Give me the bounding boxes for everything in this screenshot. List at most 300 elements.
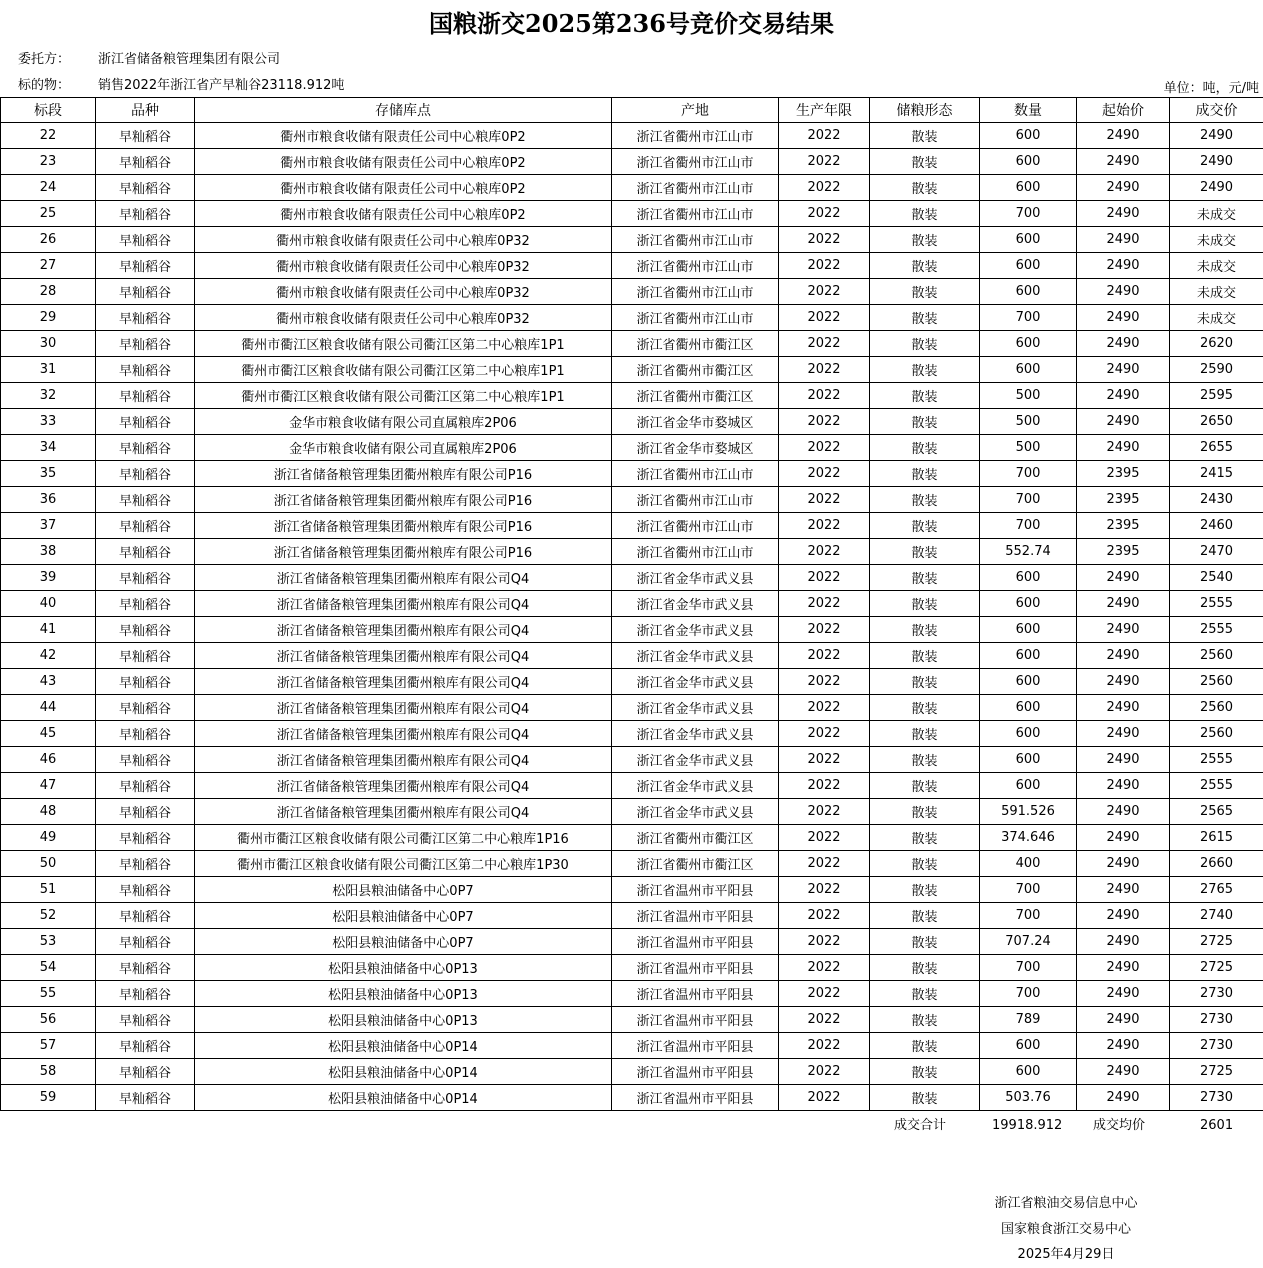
variety-cell: 早籼稻谷 — [96, 1007, 195, 1033]
lot-cell: 36 — [1, 487, 96, 513]
table-row — [1, 617, 1263, 643]
start-price-cell: 2490 — [1077, 669, 1170, 695]
lot-cell: 59 — [1, 1085, 96, 1111]
column-header: 标段 — [1, 98, 96, 123]
variety-cell: 早籼稻谷 — [96, 669, 195, 695]
variety-cell: 早籼稻谷 — [96, 409, 195, 435]
warehouse-cell: 衢州市粮食收储有限责任公司中心粮库0P32 — [195, 253, 612, 279]
lot-cell: 50 — [1, 851, 96, 877]
lot-cell: 29 — [1, 305, 96, 331]
start-price-cell: 2490 — [1077, 1085, 1170, 1111]
quantity-cell: 600 — [980, 669, 1077, 695]
quantity-cell: 600 — [980, 123, 1077, 149]
variety-cell: 早籼稻谷 — [96, 617, 195, 643]
footer-org-1: 浙江省粮油交易信息中心 — [994, 1196, 1138, 1211]
warehouse-cell: 衢州市粮食收储有限责任公司中心粮库0P2 — [195, 149, 612, 175]
subject-label: 标的物： — [18, 78, 71, 93]
quantity-cell: 600 — [980, 747, 1077, 773]
quantity-cell: 700 — [980, 981, 1077, 1007]
table-row — [1, 227, 1263, 253]
quantity-cell: 600 — [980, 175, 1077, 201]
storage-form-cell: 散装 — [870, 201, 980, 227]
variety-cell: 早籼稻谷 — [96, 435, 195, 461]
client-label: 委托方： — [18, 52, 71, 67]
lot-cell: 55 — [1, 981, 96, 1007]
lot-cell: 48 — [1, 799, 96, 825]
start-price-cell: 2490 — [1077, 1033, 1170, 1059]
year-cell: 2022 — [779, 149, 870, 175]
lot-cell: 51 — [1, 877, 96, 903]
lot-cell: 44 — [1, 695, 96, 721]
variety-cell: 早籼稻谷 — [96, 565, 195, 591]
year-cell: 2022 — [779, 773, 870, 799]
storage-form-cell: 散装 — [870, 357, 980, 383]
quantity-cell: 600 — [980, 331, 1077, 357]
storage-form-cell: 散装 — [870, 331, 980, 357]
deal-price-cell: 2730 — [1170, 1033, 1263, 1059]
year-cell: 2022 — [779, 227, 870, 253]
storage-form-cell: 散装 — [870, 617, 980, 643]
lot-cell: 45 — [1, 721, 96, 747]
quantity-cell: 600 — [980, 721, 1077, 747]
origin-cell: 浙江省衢州市江山市 — [612, 123, 779, 149]
year-cell: 2022 — [779, 565, 870, 591]
storage-form-cell: 散装 — [870, 1059, 980, 1085]
total-value: 19918.912 — [992, 1118, 1063, 1133]
year-cell: 2022 — [779, 1085, 870, 1111]
origin-cell: 浙江省金华市武义县 — [612, 721, 779, 747]
deal-price-cell: 2430 — [1170, 487, 1263, 513]
year-cell: 2022 — [779, 513, 870, 539]
start-price-cell: 2490 — [1077, 929, 1170, 955]
deal-price-cell: 2415 — [1170, 461, 1263, 487]
warehouse-cell: 衢州市粮食收储有限责任公司中心粮库0P2 — [195, 175, 612, 201]
warehouse-cell: 衢州市粮食收储有限责任公司中心粮库0P2 — [195, 201, 612, 227]
warehouse-cell: 松阳县粮油储备中心0P13 — [195, 981, 612, 1007]
storage-form-cell: 散装 — [870, 799, 980, 825]
start-price-cell: 2490 — [1077, 565, 1170, 591]
origin-cell: 浙江省温州市平阳县 — [612, 1033, 779, 1059]
deal-price-cell: 未成交 — [1170, 201, 1263, 227]
origin-cell: 浙江省衢州市江山市 — [612, 149, 779, 175]
lot-cell: 41 — [1, 617, 96, 643]
origin-cell: 浙江省金华市武义县 — [612, 643, 779, 669]
storage-form-cell: 散装 — [870, 253, 980, 279]
origin-cell: 浙江省金华市婺城区 — [612, 409, 779, 435]
warehouse-cell: 衢州市衢江区粮食收储有限公司衢江区第二中心粮库1P16 — [195, 825, 612, 851]
year-cell: 2022 — [779, 461, 870, 487]
quantity-cell: 600 — [980, 357, 1077, 383]
warehouse-cell: 松阳县粮油储备中心0P7 — [195, 877, 612, 903]
origin-cell: 浙江省衢州市衢江区 — [612, 851, 779, 877]
lot-cell: 42 — [1, 643, 96, 669]
quantity-cell: 600 — [980, 591, 1077, 617]
deal-price-cell: 2730 — [1170, 981, 1263, 1007]
year-cell: 2022 — [779, 279, 870, 305]
warehouse-cell: 浙江省储备粮管理集团衢州粮库有限公司Q4 — [195, 591, 612, 617]
table-row — [1, 461, 1263, 487]
storage-form-cell: 散装 — [870, 669, 980, 695]
origin-cell: 浙江省衢州市江山市 — [612, 227, 779, 253]
start-price-cell: 2490 — [1077, 591, 1170, 617]
client-value: 浙江省储备粮管理集团有限公司 — [98, 52, 281, 67]
quantity-cell: 700 — [980, 201, 1077, 227]
column-header: 起始价 — [1077, 98, 1170, 123]
total-label: 成交合计 — [894, 1118, 947, 1133]
variety-cell: 早籼稻谷 — [96, 227, 195, 253]
start-price-cell: 2490 — [1077, 305, 1170, 331]
lot-cell: 39 — [1, 565, 96, 591]
quantity-cell: 500 — [980, 409, 1077, 435]
column-header: 存储库点 — [195, 98, 612, 123]
deal-price-cell: 2490 — [1170, 149, 1263, 175]
deal-price-cell: 2725 — [1170, 955, 1263, 981]
origin-cell: 浙江省温州市平阳县 — [612, 981, 779, 1007]
variety-cell: 早籼稻谷 — [96, 695, 195, 721]
start-price-cell: 2490 — [1077, 435, 1170, 461]
warehouse-cell: 浙江省储备粮管理集团衢州粮库有限公司Q4 — [195, 799, 612, 825]
quantity-cell: 600 — [980, 227, 1077, 253]
storage-form-cell: 散装 — [870, 227, 980, 253]
table-row — [1, 305, 1263, 331]
warehouse-cell: 衢州市粮食收储有限责任公司中心粮库0P32 — [195, 305, 612, 331]
lot-cell: 31 — [1, 357, 96, 383]
quantity-cell: 552.74 — [980, 539, 1077, 565]
storage-form-cell: 散装 — [870, 539, 980, 565]
start-price-cell: 2490 — [1077, 617, 1170, 643]
deal-price-cell: 2555 — [1170, 617, 1263, 643]
lot-cell: 33 — [1, 409, 96, 435]
warehouse-cell: 浙江省储备粮管理集团衢州粮库有限公司Q4 — [195, 669, 612, 695]
variety-cell: 早籼稻谷 — [96, 591, 195, 617]
year-cell: 2022 — [779, 1007, 870, 1033]
start-price-cell: 2490 — [1077, 773, 1170, 799]
warehouse-cell: 衢州市粮食收储有限责任公司中心粮库0P32 — [195, 279, 612, 305]
storage-form-cell: 散装 — [870, 643, 980, 669]
variety-cell: 早籼稻谷 — [96, 253, 195, 279]
warehouse-cell: 浙江省储备粮管理集团衢州粮库有限公司P16 — [195, 461, 612, 487]
variety-cell: 早籼稻谷 — [96, 1033, 195, 1059]
origin-cell: 浙江省衢州市江山市 — [612, 487, 779, 513]
origin-cell: 浙江省温州市平阳县 — [612, 1007, 779, 1033]
warehouse-cell: 金华市粮食收储有限公司直属粮库2P06 — [195, 409, 612, 435]
warehouse-cell: 松阳县粮油储备中心0P13 — [195, 955, 612, 981]
quantity-cell: 600 — [980, 1033, 1077, 1059]
table-row — [1, 929, 1263, 955]
start-price-cell: 2490 — [1077, 981, 1170, 1007]
lot-cell: 23 — [1, 149, 96, 175]
start-price-cell: 2490 — [1077, 1059, 1170, 1085]
origin-cell: 浙江省衢州市江山市 — [612, 461, 779, 487]
table-row — [1, 721, 1263, 747]
quantity-cell: 600 — [980, 253, 1077, 279]
storage-form-cell: 散装 — [870, 409, 980, 435]
quantity-cell: 700 — [980, 461, 1077, 487]
origin-cell: 浙江省衢州市江山市 — [612, 513, 779, 539]
year-cell: 2022 — [779, 903, 870, 929]
storage-form-cell: 散装 — [870, 591, 980, 617]
warehouse-cell: 浙江省储备粮管理集团衢州粮库有限公司P16 — [195, 539, 612, 565]
origin-cell: 浙江省衢州市衢江区 — [612, 825, 779, 851]
lot-cell: 49 — [1, 825, 96, 851]
year-cell: 2022 — [779, 721, 870, 747]
warehouse-cell: 浙江省储备粮管理集团衢州粮库有限公司Q4 — [195, 721, 612, 747]
storage-form-cell: 散装 — [870, 123, 980, 149]
origin-cell: 浙江省衢州市江山市 — [612, 253, 779, 279]
variety-cell: 早籼稻谷 — [96, 279, 195, 305]
origin-cell: 浙江省温州市平阳县 — [612, 1085, 779, 1111]
year-cell: 2022 — [779, 747, 870, 773]
lot-cell: 27 — [1, 253, 96, 279]
storage-form-cell: 散装 — [870, 981, 980, 1007]
warehouse-cell: 衢州市衢江区粮食收储有限公司衢江区第二中心粮库1P30 — [195, 851, 612, 877]
origin-cell: 浙江省温州市平阳县 — [612, 1059, 779, 1085]
client-line — [18, 51, 618, 69]
year-cell: 2022 — [779, 1033, 870, 1059]
storage-form-cell: 散装 — [870, 175, 980, 201]
storage-form-cell: 散装 — [870, 877, 980, 903]
storage-form-cell: 散装 — [870, 903, 980, 929]
lot-cell: 22 — [1, 123, 96, 149]
deal-price-cell: 未成交 — [1170, 279, 1263, 305]
quantity-cell: 600 — [980, 617, 1077, 643]
quantity-cell: 707.24 — [980, 929, 1077, 955]
origin-cell: 浙江省金华市武义县 — [612, 799, 779, 825]
column-header: 数量 — [980, 98, 1077, 123]
deal-price-cell: 2460 — [1170, 513, 1263, 539]
year-cell: 2022 — [779, 305, 870, 331]
storage-form-cell: 散装 — [870, 773, 980, 799]
lot-cell: 32 — [1, 383, 96, 409]
table-row — [1, 669, 1263, 695]
variety-cell: 早籼稻谷 — [96, 981, 195, 1007]
deal-price-cell: 2560 — [1170, 669, 1263, 695]
lot-cell: 52 — [1, 903, 96, 929]
start-price-cell: 2490 — [1077, 721, 1170, 747]
variety-cell: 早籼稻谷 — [96, 1059, 195, 1085]
table-row — [1, 513, 1263, 539]
variety-cell: 早籼稻谷 — [96, 123, 195, 149]
lot-cell: 28 — [1, 279, 96, 305]
variety-cell: 早籼稻谷 — [96, 825, 195, 851]
year-cell: 2022 — [779, 877, 870, 903]
page-title: 国粮浙交2025第236号竞价交易结果 — [429, 9, 834, 38]
origin-cell: 浙江省衢州市江山市 — [612, 175, 779, 201]
lot-cell: 56 — [1, 1007, 96, 1033]
warehouse-cell: 浙江省储备粮管理集团衢州粮库有限公司P16 — [195, 513, 612, 539]
warehouse-cell: 浙江省储备粮管理集团衢州粮库有限公司Q4 — [195, 747, 612, 773]
variety-cell: 早籼稻谷 — [96, 721, 195, 747]
table-row — [1, 903, 1263, 929]
lot-cell: 54 — [1, 955, 96, 981]
origin-cell: 浙江省温州市平阳县 — [612, 929, 779, 955]
deal-price-cell: 2565 — [1170, 799, 1263, 825]
deal-price-cell: 2595 — [1170, 383, 1263, 409]
table-row — [1, 383, 1263, 409]
deal-price-cell: 2765 — [1170, 877, 1263, 903]
variety-cell: 早籼稻谷 — [96, 539, 195, 565]
year-cell: 2022 — [779, 955, 870, 981]
deal-price-cell: 2560 — [1170, 695, 1263, 721]
origin-cell: 浙江省温州市平阳县 — [612, 877, 779, 903]
variety-cell: 早籼稻谷 — [96, 877, 195, 903]
deal-price-cell: 2660 — [1170, 851, 1263, 877]
start-price-cell: 2490 — [1077, 149, 1170, 175]
storage-form-cell: 散装 — [870, 1085, 980, 1111]
warehouse-cell: 金华市粮食收储有限公司直属粮库2P06 — [195, 435, 612, 461]
lot-cell: 40 — [1, 591, 96, 617]
storage-form-cell: 散装 — [870, 747, 980, 773]
table-row — [1, 123, 1263, 149]
storage-form-cell: 散装 — [870, 279, 980, 305]
quantity-cell: 591.526 — [980, 799, 1077, 825]
warehouse-cell: 浙江省储备粮管理集团衢州粮库有限公司P16 — [195, 487, 612, 513]
table-row — [1, 539, 1263, 565]
deal-price-cell: 2655 — [1170, 435, 1263, 461]
year-cell: 2022 — [779, 435, 870, 461]
year-cell: 2022 — [779, 331, 870, 357]
quantity-cell: 789 — [980, 1007, 1077, 1033]
storage-form-cell: 散装 — [870, 1033, 980, 1059]
table-row — [1, 747, 1263, 773]
variety-cell: 早籼稻谷 — [96, 383, 195, 409]
table-row — [1, 877, 1263, 903]
lot-cell: 35 — [1, 461, 96, 487]
subject-value: 销售2022年浙江省产早籼谷23118.912吨 — [98, 78, 345, 93]
quantity-cell: 600 — [980, 773, 1077, 799]
warehouse-cell: 浙江省储备粮管理集团衢州粮库有限公司Q4 — [195, 565, 612, 591]
origin-cell: 浙江省金华市武义县 — [612, 591, 779, 617]
origin-cell: 浙江省衢州市江山市 — [612, 305, 779, 331]
start-price-cell: 2490 — [1077, 357, 1170, 383]
origin-cell: 浙江省衢州市江山市 — [612, 201, 779, 227]
year-cell: 2022 — [779, 591, 870, 617]
table-row — [1, 955, 1263, 981]
table-row — [1, 253, 1263, 279]
lot-cell: 24 — [1, 175, 96, 201]
lot-cell: 25 — [1, 201, 96, 227]
origin-cell: 浙江省金华市武义县 — [612, 773, 779, 799]
start-price-cell: 2490 — [1077, 695, 1170, 721]
storage-form-cell: 散装 — [870, 695, 980, 721]
start-price-cell: 2490 — [1077, 903, 1170, 929]
origin-cell: 浙江省衢州市衢江区 — [612, 331, 779, 357]
warehouse-cell: 松阳县粮油储备中心0P7 — [195, 903, 612, 929]
start-price-cell: 2490 — [1077, 201, 1170, 227]
start-price-cell: 2490 — [1077, 279, 1170, 305]
start-price-cell: 2490 — [1077, 253, 1170, 279]
start-price-cell: 2490 — [1077, 175, 1170, 201]
storage-form-cell: 散装 — [870, 435, 980, 461]
deal-price-cell: 2490 — [1170, 123, 1263, 149]
warehouse-cell: 浙江省储备粮管理集团衢州粮库有限公司Q4 — [195, 617, 612, 643]
origin-cell: 浙江省衢州市江山市 — [612, 539, 779, 565]
warehouse-cell: 衢州市衢江区粮食收储有限公司衢江区第二中心粮库1P1 — [195, 383, 612, 409]
lot-cell: 43 — [1, 669, 96, 695]
lot-cell: 37 — [1, 513, 96, 539]
year-cell: 2022 — [779, 643, 870, 669]
storage-form-cell: 散装 — [870, 383, 980, 409]
start-price-cell: 2490 — [1077, 825, 1170, 851]
warehouse-cell: 松阳县粮油储备中心0P14 — [195, 1033, 612, 1059]
start-price-cell: 2395 — [1077, 461, 1170, 487]
table-row — [1, 175, 1263, 201]
column-header: 品种 — [96, 98, 195, 123]
warehouse-cell: 松阳县粮油储备中心0P14 — [195, 1085, 612, 1111]
warehouse-cell: 松阳县粮油储备中心0P7 — [195, 929, 612, 955]
storage-form-cell: 散装 — [870, 1007, 980, 1033]
table-body — [1, 123, 1263, 1111]
average-value: 2601 — [1200, 1118, 1234, 1133]
variety-cell: 早籼稻谷 — [96, 305, 195, 331]
unit-note: 单位：吨，元/吨 — [1163, 81, 1259, 96]
average-label: 成交均价 — [1093, 1118, 1146, 1133]
origin-cell: 浙江省衢州市衢江区 — [612, 357, 779, 383]
start-price-cell: 2490 — [1077, 799, 1170, 825]
start-price-cell: 2490 — [1077, 747, 1170, 773]
start-price-cell: 2490 — [1077, 877, 1170, 903]
table-row — [1, 331, 1263, 357]
variety-cell: 早籼稻谷 — [96, 331, 195, 357]
quantity-cell: 700 — [980, 877, 1077, 903]
table-row — [1, 981, 1263, 1007]
start-price-cell: 2490 — [1077, 383, 1170, 409]
variety-cell: 早籼稻谷 — [96, 955, 195, 981]
deal-price-cell: 2560 — [1170, 721, 1263, 747]
deal-price-cell: 2555 — [1170, 591, 1263, 617]
year-cell: 2022 — [779, 123, 870, 149]
column-header: 生产年限 — [779, 98, 870, 123]
subject-line — [18, 77, 618, 95]
warehouse-cell: 浙江省储备粮管理集团衢州粮库有限公司Q4 — [195, 695, 612, 721]
deal-price-cell: 2540 — [1170, 565, 1263, 591]
storage-form-cell: 散装 — [870, 721, 980, 747]
deal-price-cell: 未成交 — [1170, 253, 1263, 279]
table-row — [1, 1007, 1263, 1033]
storage-form-cell: 散装 — [870, 305, 980, 331]
deal-price-cell: 2740 — [1170, 903, 1263, 929]
year-cell: 2022 — [779, 383, 870, 409]
start-price-cell: 2395 — [1077, 487, 1170, 513]
variety-cell: 早籼稻谷 — [96, 929, 195, 955]
column-header: 成交价 — [1170, 98, 1263, 123]
table-row — [1, 825, 1263, 851]
quantity-cell: 600 — [980, 643, 1077, 669]
origin-cell: 浙江省衢州市江山市 — [612, 279, 779, 305]
quantity-cell: 400 — [980, 851, 1077, 877]
deal-price-cell: 未成交 — [1170, 305, 1263, 331]
quantity-cell: 700 — [980, 513, 1077, 539]
start-price-cell: 2490 — [1077, 123, 1170, 149]
year-cell: 2022 — [779, 695, 870, 721]
variety-cell: 早籼稻谷 — [96, 851, 195, 877]
warehouse-cell: 松阳县粮油储备中心0P14 — [195, 1059, 612, 1085]
column-header: 产地 — [612, 98, 779, 123]
deal-price-cell: 2650 — [1170, 409, 1263, 435]
year-cell: 2022 — [779, 851, 870, 877]
quantity-cell: 503.76 — [980, 1085, 1077, 1111]
variety-cell: 早籼稻谷 — [96, 747, 195, 773]
table-row — [1, 1059, 1263, 1085]
year-cell: 2022 — [779, 487, 870, 513]
origin-cell: 浙江省金华市武义县 — [612, 617, 779, 643]
variety-cell: 早籼稻谷 — [96, 1085, 195, 1111]
table-row — [1, 695, 1263, 721]
warehouse-cell: 浙江省储备粮管理集团衢州粮库有限公司Q4 — [195, 773, 612, 799]
storage-form-cell: 散装 — [870, 851, 980, 877]
quantity-cell: 700 — [980, 487, 1077, 513]
table-row — [1, 643, 1263, 669]
